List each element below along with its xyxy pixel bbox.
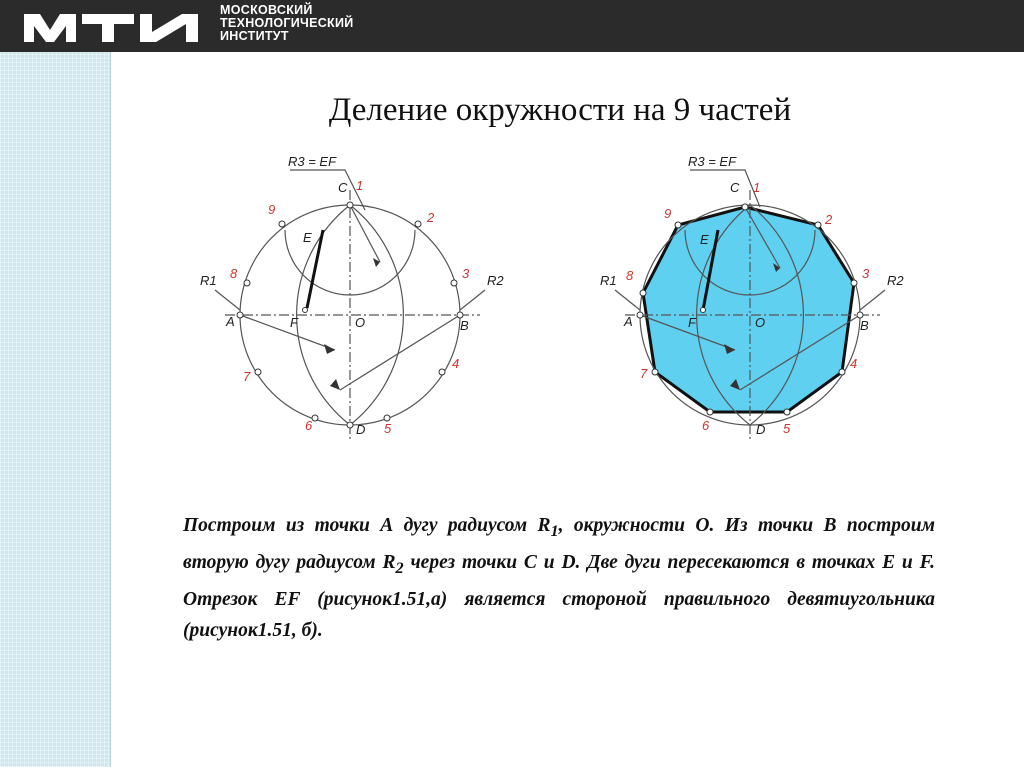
label-a: A	[226, 314, 235, 329]
mti-logo	[22, 6, 212, 46]
num-1: 1	[356, 178, 364, 193]
label-o: O	[355, 315, 366, 330]
label-c: C	[338, 180, 348, 195]
label-b: B	[460, 318, 469, 333]
r3-label: R3 = EF	[288, 154, 337, 169]
num-3-b: 3	[862, 266, 870, 281]
label-r1-b: R1	[600, 273, 617, 288]
paragraph-part-1: Построим из точки А дугу радиусом R	[183, 515, 551, 536]
num-9: 9	[268, 202, 276, 217]
label-r1: R1	[200, 273, 217, 288]
num-2: 2	[427, 210, 435, 225]
label-r2-b: R2	[887, 273, 904, 288]
description-paragraph	[183, 510, 935, 646]
label-b-b: B	[860, 318, 869, 333]
num-4: 4	[452, 356, 460, 371]
label-o-b: O	[755, 315, 766, 330]
label-a-b: A	[624, 314, 633, 329]
paragraph-part-3: через точки С и D. Две дуги пересекаются в точках Е и F. Отрезок EF (рисунок1.51,а) является стороной правильного девятиугольника (рисунок1.51, б).	[183, 551, 936, 641]
num-9-b: 9	[664, 206, 672, 221]
label-f-b: F	[688, 315, 696, 330]
label-e-b: E	[700, 232, 709, 247]
label-e: E	[303, 230, 312, 245]
label-c-b: C	[730, 180, 740, 195]
num-1-b: 1	[753, 180, 761, 195]
header-bar	[0, 0, 1024, 52]
label-d-b: D	[756, 422, 766, 437]
label-r2: R2	[487, 273, 504, 288]
nonagon-fill	[643, 207, 854, 412]
r3-label-b: R3 = EF	[688, 154, 737, 169]
num-6-b: 6	[702, 418, 710, 433]
org-line-3: ИНСТИТУТ	[220, 29, 289, 43]
num-8-b: 8	[626, 268, 634, 283]
num-5-b: 5	[783, 421, 791, 436]
num-7-b: 7	[640, 366, 648, 381]
num-7: 7	[243, 369, 251, 384]
slide-title: Деление окружности на 9 частей	[328, 92, 792, 128]
num-4-b: 4	[850, 356, 858, 371]
num-8: 8	[230, 266, 238, 281]
paragraph-part-2: , окружности О. Из точки В построим вторую дугу радиусом R	[183, 515, 935, 573]
label-f: F	[290, 315, 298, 330]
label-d: D	[356, 422, 366, 437]
num-5: 5	[384, 421, 392, 436]
subscript-2: 2	[395, 558, 404, 577]
org-name	[220, 4, 354, 43]
num-6: 6	[305, 418, 313, 433]
figure-construction	[190, 150, 520, 450]
num-3: 3	[462, 266, 470, 281]
subscript-1: 1	[550, 521, 559, 540]
org-line-1: МОСКОВСКИЙ	[220, 3, 313, 17]
decorative-sidebar	[0, 52, 111, 767]
org-line-2: ТЕХНОЛОГИЧЕСКИЙ	[220, 16, 354, 30]
num-2-b: 2	[825, 212, 833, 227]
figure-nonagon	[590, 150, 920, 450]
